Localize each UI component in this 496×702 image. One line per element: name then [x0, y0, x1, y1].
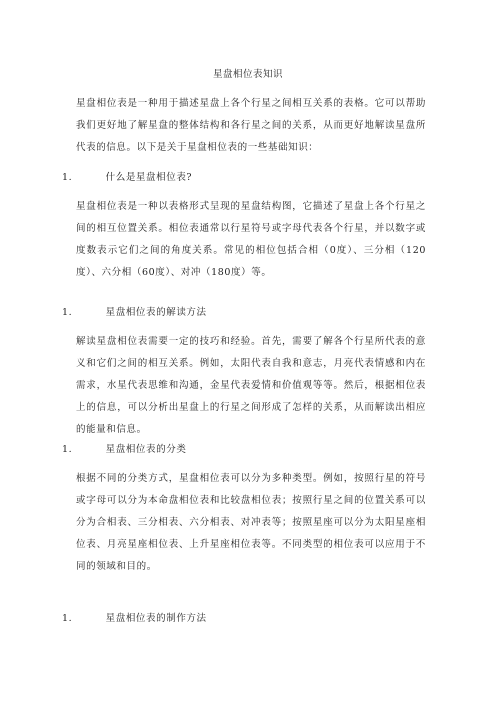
section-number: 1. — [62, 613, 73, 624]
section-heading-text: 星盘相位表的分类 — [105, 444, 187, 455]
section-body-3: 根据不同的分类方式，星盘相位表可以分为多种类型。例如，按照行星的符号或字母可以分为本命盘相位表和比较盘相位表；按照行星之间的位置关系可以分为合相表、三分相表、六分相表、对冲表等；按照星座可以分为太阳星座相位表、月亮星座相位表、上升星座相位表等。不同类型的相位表可以应用于不同的领域和目的。 — [76, 473, 426, 572]
section-heading-2 — [62, 306, 442, 320]
section-heading-text: 星盘相位表的制作方法 — [105, 613, 207, 624]
section-heading-4 — [62, 612, 442, 626]
section-heading-1 — [62, 171, 442, 185]
section-body-1: 星盘相位表是一种以表格形式呈现的星盘结构图，它描述了星盘上各个行星之间的相互位置关系。相位表通常以行星符号或字母代表各个行星，并以数字或度数表示它们之间的角度关系。常见的相位包括合相（0度）、三分相（120度）、六分相（60度）、对冲（180度）等。 — [76, 201, 426, 278]
section-body-2: 解读星盘相位表需要一定的技巧和经验。首先，需要了解各个行星所代表的意义和它们之间的相互关系。例如，太阳代表自我和意志，月亮代表情感和内在需求，水星代表思维和沟通，金星代表爱情和价值观等等。然后，根据相位表上的信息，可以分析出星盘上的行星之间形成了怎样的关系，从而解读出相应的能量和信息。 — [76, 336, 426, 435]
intro-paragraph: 星盘相位表是一种用于描述星盘上各个行星之间相互关系的表格。它可以帮助我们更好地了解星盘的整体结构和各行星之间的关系，从而更好地解读星盘所代表的信息。以下是关于星盘相位表的一些基础知识： — [76, 98, 426, 153]
section-heading-text: 什么是星盘相位表? — [105, 172, 193, 183]
section-number: 1. — [62, 307, 73, 318]
section-number: 1. — [62, 444, 73, 455]
document-title: 星盘相位表知识 — [212, 69, 283, 80]
section-heading-text: 星盘相位表的解读方法 — [105, 307, 207, 318]
section-heading-3 — [62, 443, 442, 457]
section-number: 1. — [62, 172, 73, 183]
